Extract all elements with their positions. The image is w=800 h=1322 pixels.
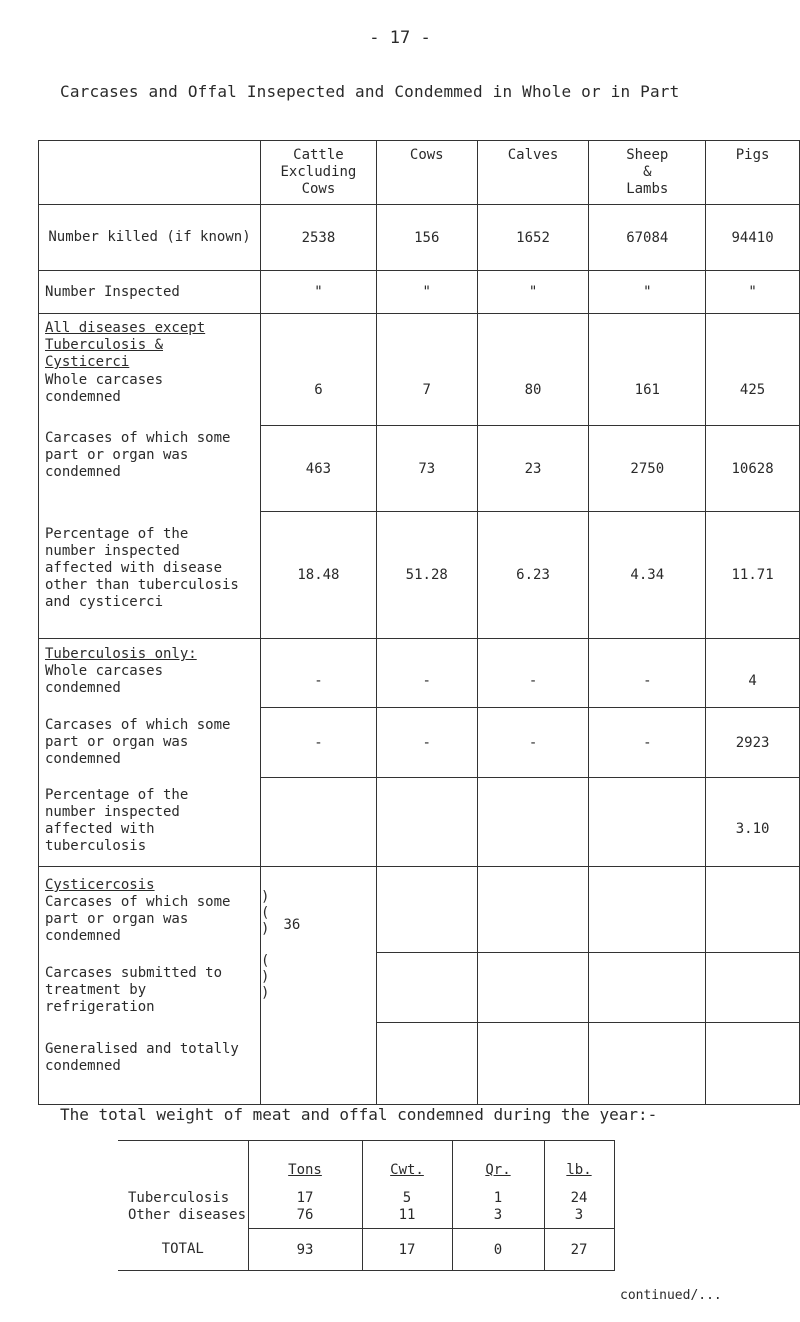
- cyst-general-cattle: [261, 1023, 377, 1105]
- tb-part-calves: -: [477, 708, 589, 778]
- weight-header-tons-label: Tons: [288, 1161, 322, 1178]
- cyst-bracket-cell: [261, 867, 377, 1023]
- ad-pct-label: Percentage of the number inspected affected with disease other than tuberculosis and cysticerci: [45, 525, 239, 610]
- col-header-pigs-label: Pigs: [735, 147, 770, 163]
- ad-part-sheep: 2750: [589, 426, 706, 512]
- tb-pct-label: Percentage of the number inspected affected with tuberculosis: [45, 786, 189, 854]
- weight-row-tb: [118, 1189, 614, 1207]
- tb-heading: Tuberculosis only:: [45, 646, 197, 662]
- weight-total-lb: 27: [544, 1229, 614, 1271]
- tb-part-row: [39, 708, 800, 778]
- col-header-sheep-label: Sheep & Lambs: [626, 147, 669, 197]
- tb-part-sheep: -: [589, 708, 706, 778]
- col-header-cows-label: Cows: [409, 147, 444, 163]
- weight-header-cwt-label: Cwt.: [390, 1161, 424, 1178]
- tb-part-label: Carcases of which some part or organ was condemned: [45, 716, 231, 767]
- inspected-calves: ": [477, 271, 589, 314]
- tb-pct-sheep: [589, 778, 706, 867]
- tb-part-pigs: 2923: [706, 708, 800, 778]
- tb-part-cattle: -: [261, 708, 377, 778]
- continued-note: continued/...: [620, 1288, 722, 1303]
- cyst-label-cell: [39, 867, 261, 953]
- weight-total-cwt: 17: [362, 1229, 452, 1271]
- col-header-cattle-label: Cattle Excluding Cows: [280, 147, 357, 197]
- tb-pct-cows: [376, 778, 477, 867]
- col-header-pigs: [706, 141, 800, 205]
- col-header-sheep: [589, 141, 706, 205]
- killed-pigs: 94410: [706, 205, 800, 271]
- cyst-general-row: [39, 1023, 800, 1105]
- tb-whole-pigs: 4: [706, 639, 800, 708]
- all-diseases-heading: All diseases except Tuberculosis & Cysticerci: [45, 320, 206, 370]
- weight-total-row: [118, 1229, 614, 1271]
- cyst-part-sheep: [589, 867, 706, 953]
- ad-whole-cows: 7: [376, 314, 477, 426]
- cyst-refrig-label: Carcases submitted to treatment by refrigeration: [45, 964, 223, 1015]
- ad-pct-label-cell: [39, 512, 261, 639]
- tb-pct-label-cell: [39, 778, 261, 867]
- tb-whole-cattle: -: [261, 639, 377, 708]
- cyst-refrig-cows: [376, 953, 477, 1023]
- weight-other-tons: 76: [248, 1207, 362, 1229]
- weight-other-label: Other diseases: [128, 1206, 247, 1223]
- ad-whole-cattle: 6: [261, 314, 377, 426]
- weight-header-row: [118, 1141, 614, 1189]
- tb-pct-pigs: 3.10: [706, 778, 800, 867]
- inspected-label: Number Inspected: [45, 283, 180, 300]
- ad-whole-sheep: 161: [589, 314, 706, 426]
- cyst-part-label: Carcases of which some part or organ was condemned: [45, 894, 231, 944]
- weight-other-cwt: 11: [362, 1207, 452, 1229]
- weight-tb-tons: 17: [248, 1189, 362, 1207]
- weight-header-lb-label: lb.: [566, 1161, 592, 1178]
- ad-pct-pigs: 11.71: [706, 512, 800, 639]
- weight-tb-qr: 1: [452, 1189, 544, 1207]
- tb-part-label-cell: [39, 708, 261, 778]
- tb-label-cell: [39, 639, 261, 708]
- tb-whole-sheep: -: [589, 639, 706, 708]
- killed-cows: 156: [376, 205, 477, 271]
- ad-part-calves: 23: [477, 426, 589, 512]
- tb-pct-cattle: [261, 778, 377, 867]
- inspected-sheep: ": [589, 271, 706, 314]
- col-header-calves-label: Calves: [507, 147, 559, 163]
- weight-total-qr: 0: [452, 1229, 544, 1271]
- ad-part-pigs: 10628: [706, 426, 800, 512]
- killed-calves: 1652: [477, 205, 589, 271]
- all-diseases-whole-label: Whole carcases condemned: [45, 372, 164, 405]
- all-diseases-whole-row: [39, 314, 800, 426]
- cyst-general-sheep: [589, 1023, 706, 1105]
- col-header-calves: [477, 141, 589, 205]
- weight-other-lb: 3: [544, 1207, 614, 1229]
- carcases-table: [38, 140, 800, 1105]
- tb-whole-label: Whole carcases condemned: [45, 663, 164, 696]
- ad-part-cows: 73: [376, 426, 477, 512]
- cyst-refrig-pigs: [706, 953, 800, 1023]
- weight-header-tons: [248, 1141, 362, 1189]
- weight-header-lb: [544, 1141, 614, 1189]
- cyst-refrig-calves: [477, 953, 589, 1023]
- cyst-part-pigs: [706, 867, 800, 953]
- cyst-general-label: Generalised and totally condemned: [45, 1040, 239, 1074]
- ad-part-label: Carcases of which some part or organ was condemned: [45, 429, 231, 480]
- cyst-bracket-value: 36: [283, 917, 301, 934]
- weight-tb-lb: 24: [544, 1189, 614, 1207]
- tb-part-cows: -: [376, 708, 477, 778]
- header-row: [39, 141, 800, 205]
- ad-pct-sheep: 4.34: [589, 512, 706, 639]
- tb-pct-calves: [477, 778, 589, 867]
- weight-other-qr: 3: [452, 1207, 544, 1229]
- killed-sheep: 67084: [589, 205, 706, 271]
- cyst-refrig-row: [39, 953, 800, 1023]
- weight-total-tons: 93: [248, 1229, 362, 1271]
- ad-pct-cows: 51.28: [376, 512, 477, 639]
- all-diseases-pct-row: [39, 512, 800, 639]
- inspected-row: [39, 271, 800, 314]
- page-number: - 17 -: [369, 28, 431, 48]
- all-diseases-label-cell: [39, 314, 261, 426]
- col-header-cows: [376, 141, 477, 205]
- tb-whole-row: [39, 639, 800, 708]
- cyst-heading: Cysticercosis: [45, 877, 155, 893]
- all-diseases-part-row: [39, 426, 800, 512]
- cyst-bracket-glyph: ) ( ) ( ) ): [261, 888, 270, 1001]
- killed-row: [39, 205, 800, 271]
- ad-pct-cattle: 18.48: [261, 512, 377, 639]
- killed-label: Number killed (if known): [39, 205, 261, 271]
- tb-pct-row: [39, 778, 800, 867]
- cyst-refrig-label-cell: [39, 953, 261, 1023]
- weight-header-empty: [118, 1141, 248, 1189]
- cyst-general-pigs: [706, 1023, 800, 1105]
- weight-header-qr-label: Qr.: [485, 1161, 511, 1178]
- cyst-general-calves: [477, 1023, 589, 1105]
- inspected-label-cell: [39, 271, 261, 314]
- tb-whole-calves: -: [477, 639, 589, 708]
- weight-subtitle: The total weight of meat and offal condemned during the year:-: [60, 1105, 658, 1124]
- weight-total-label: TOTAL: [118, 1229, 248, 1271]
- weight-tb-label: Tuberculosis: [128, 1189, 230, 1206]
- killed-cattle: 2538: [261, 205, 377, 271]
- cyst-general-label-cell: [39, 1023, 261, 1105]
- ad-whole-calves: 80: [477, 314, 589, 426]
- header-empty-cell: [39, 141, 261, 205]
- cyst-part-row: [39, 867, 800, 953]
- cyst-part-calves: [477, 867, 589, 953]
- inspected-cattle: ": [261, 271, 377, 314]
- ad-whole-pigs: 425: [706, 314, 800, 426]
- col-header-cattle: [261, 141, 377, 205]
- page-title: Carcases and Offal Insepected and Condemmed in Whole or in Part: [60, 82, 680, 101]
- cyst-general-cows: [376, 1023, 477, 1105]
- ad-part-label-cell: [39, 426, 261, 512]
- ad-part-cattle: 463: [261, 426, 377, 512]
- cyst-refrig-sheep: [589, 953, 706, 1023]
- weight-row-other: [118, 1207, 614, 1229]
- ad-pct-calves: 6.23: [477, 512, 589, 639]
- inspected-pigs: ": [706, 271, 800, 314]
- weight-tb-cwt: 5: [362, 1189, 452, 1207]
- tb-whole-cows: -: [376, 639, 477, 708]
- weight-header-cwt: [362, 1141, 452, 1189]
- inspected-cows: ": [376, 271, 477, 314]
- weight-header-qr: [452, 1141, 544, 1189]
- weight-table: [118, 1140, 615, 1271]
- cyst-part-cows: [376, 867, 477, 953]
